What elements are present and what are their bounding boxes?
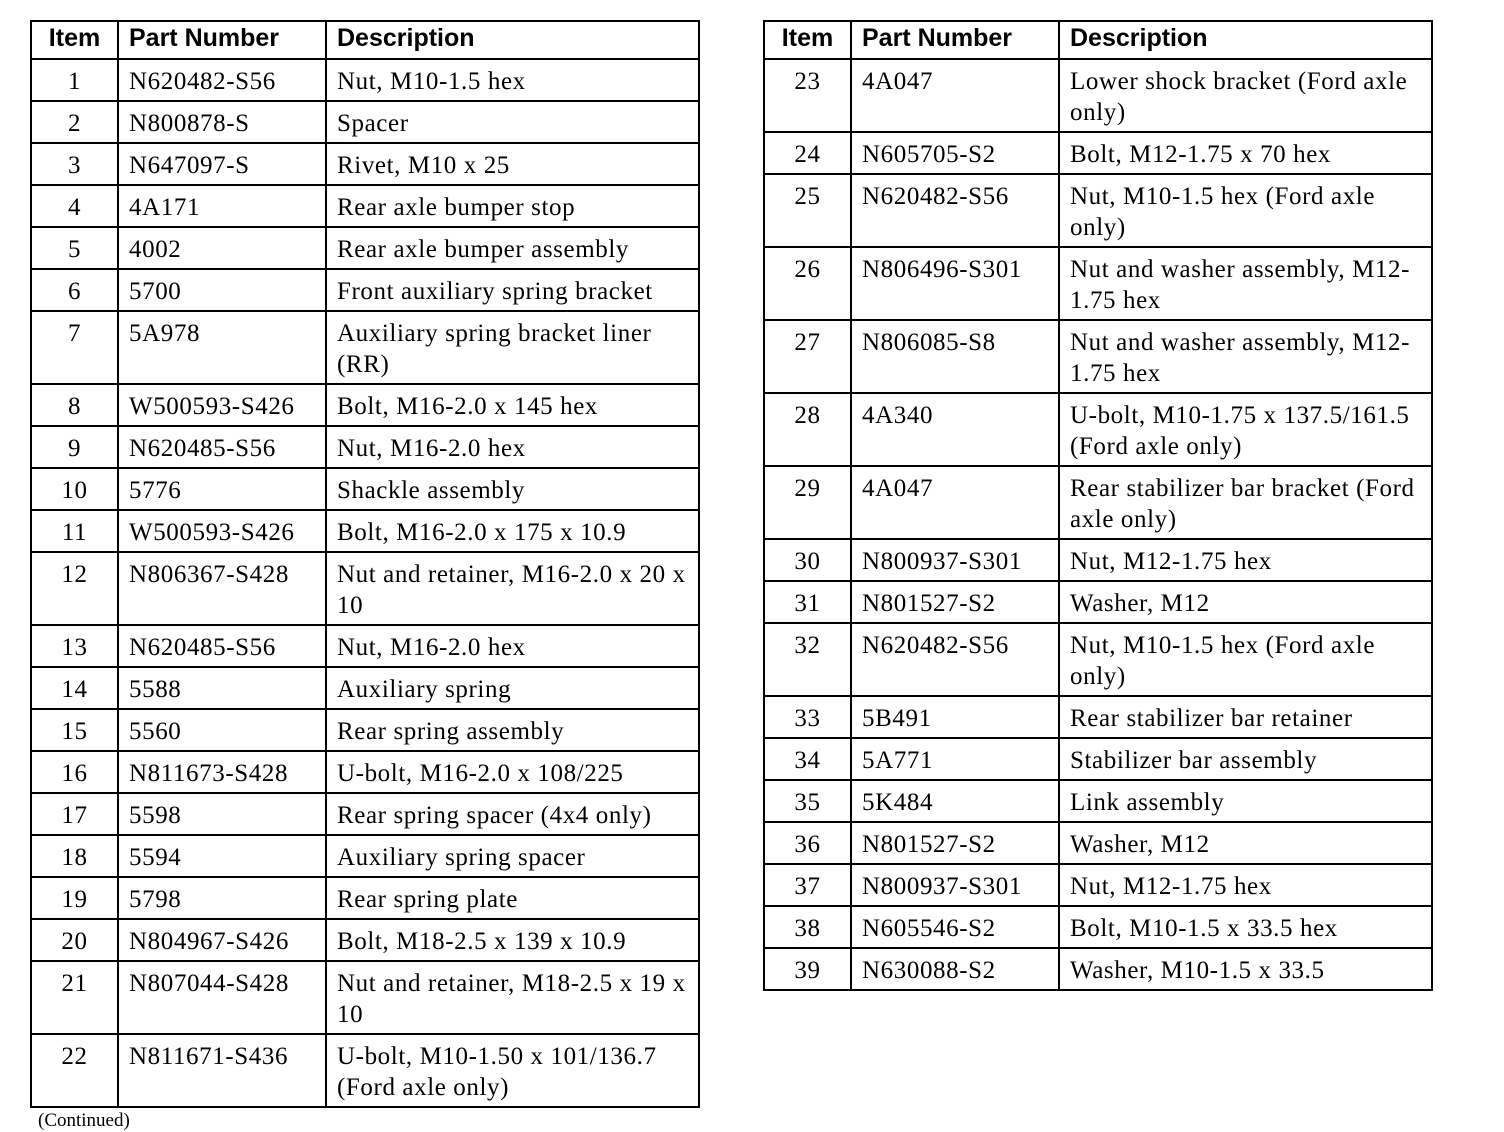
cell-item: 29 bbox=[764, 466, 851, 539]
cell-description: Nut, M10-1.5 hex (Ford axle only) bbox=[1059, 174, 1432, 247]
cell-description: Rear spring assembly bbox=[326, 709, 699, 751]
cell-part-number: N807044-S428 bbox=[118, 961, 326, 1034]
table-row bbox=[31, 961, 699, 1034]
cell-item: 11 bbox=[31, 510, 118, 552]
cell-description: Lower shock bracket (Ford axle only) bbox=[1059, 59, 1432, 132]
cell-part-number: 5798 bbox=[118, 877, 326, 919]
table-row bbox=[31, 751, 699, 793]
cell-part-number: N806496-S301 bbox=[851, 247, 1059, 320]
cell-description: Bolt, M18-2.5 x 139 x 10.9 bbox=[326, 919, 699, 961]
table-row bbox=[764, 822, 1432, 864]
cell-part-number: 5588 bbox=[118, 667, 326, 709]
cell-item: 9 bbox=[31, 426, 118, 468]
parts-table-right bbox=[763, 20, 1433, 991]
cell-item: 38 bbox=[764, 906, 851, 948]
table-row bbox=[31, 384, 699, 426]
header-part-number: Part Number bbox=[851, 21, 1059, 59]
cell-description: Shackle assembly bbox=[326, 468, 699, 510]
cell-item: 34 bbox=[764, 738, 851, 780]
table-row bbox=[31, 835, 699, 877]
cell-description: Nut, M12-1.75 hex bbox=[1059, 864, 1432, 906]
table-row bbox=[31, 793, 699, 835]
table-row bbox=[764, 393, 1432, 466]
header-item: Item bbox=[31, 21, 118, 59]
cell-item: 26 bbox=[764, 247, 851, 320]
table-row bbox=[764, 247, 1432, 320]
cell-part-number: N647097-S bbox=[118, 143, 326, 185]
cell-item: 1 bbox=[31, 59, 118, 101]
cell-part-number: N620485-S56 bbox=[118, 426, 326, 468]
cell-part-number: N605546-S2 bbox=[851, 906, 1059, 948]
cell-part-number: N806085-S8 bbox=[851, 320, 1059, 393]
table-row bbox=[31, 919, 699, 961]
table-row bbox=[764, 320, 1432, 393]
cell-part-number: 5594 bbox=[118, 835, 326, 877]
cell-description: Nut, M12-1.75 hex bbox=[1059, 539, 1432, 581]
table-row bbox=[764, 59, 1432, 132]
cell-description: Auxiliary spring spacer bbox=[326, 835, 699, 877]
cell-item: 30 bbox=[764, 539, 851, 581]
cell-description: Nut, M10-1.5 hex (Ford axle only) bbox=[1059, 623, 1432, 696]
table-row bbox=[31, 625, 699, 667]
cell-item: 23 bbox=[764, 59, 851, 132]
cell-part-number: N804967-S426 bbox=[118, 919, 326, 961]
cell-part-number: N806367-S428 bbox=[118, 552, 326, 625]
cell-item: 25 bbox=[764, 174, 851, 247]
cell-item: 28 bbox=[764, 393, 851, 466]
cell-description: Rivet, M10 x 25 bbox=[326, 143, 699, 185]
table-row bbox=[31, 185, 699, 227]
cell-description: Nut and retainer, M18-2.5 x 19 x 10 bbox=[326, 961, 699, 1034]
cell-part-number: N811671-S436 bbox=[118, 1034, 326, 1107]
cell-item: 14 bbox=[31, 667, 118, 709]
cell-part-number: N620482-S56 bbox=[851, 174, 1059, 247]
table-row bbox=[764, 738, 1432, 780]
cell-part-number: N800937-S301 bbox=[851, 864, 1059, 906]
cell-item: 36 bbox=[764, 822, 851, 864]
table-row bbox=[764, 623, 1432, 696]
cell-part-number: W500593-S426 bbox=[118, 510, 326, 552]
cell-part-number: 5K484 bbox=[851, 780, 1059, 822]
cell-part-number: 5A978 bbox=[118, 311, 326, 384]
cell-description: Spacer bbox=[326, 101, 699, 143]
cell-description: Link assembly bbox=[1059, 780, 1432, 822]
cell-description: Bolt, M12-1.75 x 70 hex bbox=[1059, 132, 1432, 174]
table-row bbox=[764, 581, 1432, 623]
header-part-number: Part Number bbox=[118, 21, 326, 59]
cell-part-number: 4A047 bbox=[851, 59, 1059, 132]
cell-description: Bolt, M16-2.0 x 145 hex bbox=[326, 384, 699, 426]
table-body-left bbox=[31, 59, 699, 1107]
table-row bbox=[764, 132, 1432, 174]
cell-part-number: 4002 bbox=[118, 227, 326, 269]
cell-description: Bolt, M10-1.5 x 33.5 hex bbox=[1059, 906, 1432, 948]
table-row bbox=[31, 59, 699, 101]
header-description: Description bbox=[1059, 21, 1432, 59]
cell-part-number: 5598 bbox=[118, 793, 326, 835]
cell-item: 32 bbox=[764, 623, 851, 696]
table-row bbox=[31, 877, 699, 919]
table-row bbox=[764, 906, 1432, 948]
table-row bbox=[764, 780, 1432, 822]
cell-description: Nut and washer assembly, M12-1.75 hex bbox=[1059, 247, 1432, 320]
table-row bbox=[31, 667, 699, 709]
cell-item: 16 bbox=[31, 751, 118, 793]
cell-item: 35 bbox=[764, 780, 851, 822]
cell-part-number: 5700 bbox=[118, 269, 326, 311]
cell-part-number: N630088-S2 bbox=[851, 948, 1059, 990]
table-row bbox=[764, 948, 1432, 990]
table-row bbox=[31, 709, 699, 751]
table-header-row bbox=[764, 21, 1432, 59]
table-row bbox=[764, 539, 1432, 581]
cell-item: 31 bbox=[764, 581, 851, 623]
cell-description: Rear stabilizer bar bracket (Ford axle only) bbox=[1059, 466, 1432, 539]
table-row bbox=[31, 269, 699, 311]
cell-item: 33 bbox=[764, 696, 851, 738]
cell-part-number: 4A047 bbox=[851, 466, 1059, 539]
cell-part-number: N800878-S bbox=[118, 101, 326, 143]
cell-item: 20 bbox=[31, 919, 118, 961]
cell-item: 7 bbox=[31, 311, 118, 384]
cell-description: Rear spring spacer (4x4 only) bbox=[326, 793, 699, 835]
continued-note: (Continued) bbox=[38, 1110, 130, 1131]
cell-item: 8 bbox=[31, 384, 118, 426]
cell-item: 27 bbox=[764, 320, 851, 393]
table-row bbox=[31, 510, 699, 552]
table-row bbox=[31, 426, 699, 468]
cell-item: 24 bbox=[764, 132, 851, 174]
cell-description: Auxiliary spring bbox=[326, 667, 699, 709]
table-row bbox=[31, 552, 699, 625]
table-header-row bbox=[31, 21, 699, 59]
cell-description: Nut, M16-2.0 hex bbox=[326, 426, 699, 468]
cell-item: 39 bbox=[764, 948, 851, 990]
cell-part-number: 5776 bbox=[118, 468, 326, 510]
cell-part-number: N801527-S2 bbox=[851, 581, 1059, 623]
cell-item: 6 bbox=[31, 269, 118, 311]
cell-description: Nut and retainer, M16-2.0 x 20 x 10 bbox=[326, 552, 699, 625]
cell-item: 12 bbox=[31, 552, 118, 625]
cell-part-number: N800937-S301 bbox=[851, 539, 1059, 581]
table-row bbox=[764, 466, 1432, 539]
cell-item: 10 bbox=[31, 468, 118, 510]
cell-item: 3 bbox=[31, 143, 118, 185]
cell-description: Rear stabilizer bar retainer bbox=[1059, 696, 1432, 738]
cell-description: Nut, M16-2.0 hex bbox=[326, 625, 699, 667]
cell-part-number: 5B491 bbox=[851, 696, 1059, 738]
cell-description: Nut, M10-1.5 hex bbox=[326, 59, 699, 101]
cell-item: 22 bbox=[31, 1034, 118, 1107]
cell-part-number: N605705-S2 bbox=[851, 132, 1059, 174]
table-row bbox=[31, 227, 699, 269]
cell-description: Rear axle bumper stop bbox=[326, 185, 699, 227]
cell-description: Stabilizer bar assembly bbox=[1059, 738, 1432, 780]
table-row bbox=[31, 311, 699, 384]
cell-part-number: 4A340 bbox=[851, 393, 1059, 466]
cell-part-number: W500593-S426 bbox=[118, 384, 326, 426]
cell-description: Auxiliary spring bracket liner (RR) bbox=[326, 311, 699, 384]
cell-item: 2 bbox=[31, 101, 118, 143]
cell-description: Rear spring plate bbox=[326, 877, 699, 919]
cell-part-number: N620482-S56 bbox=[118, 59, 326, 101]
header-item: Item bbox=[764, 21, 851, 59]
cell-part-number: N620482-S56 bbox=[851, 623, 1059, 696]
cell-description: Nut and washer assembly, M12-1.75 hex bbox=[1059, 320, 1432, 393]
cell-part-number: N801527-S2 bbox=[851, 822, 1059, 864]
cell-description: Front auxiliary spring bracket bbox=[326, 269, 699, 311]
table-row bbox=[764, 696, 1432, 738]
cell-item: 13 bbox=[31, 625, 118, 667]
table-body-right bbox=[764, 59, 1432, 990]
cell-description: U-bolt, M10-1.75 x 137.5/161.5 (Ford axle only) bbox=[1059, 393, 1432, 466]
cell-description: U-bolt, M16-2.0 x 108/225 bbox=[326, 751, 699, 793]
cell-description: U-bolt, M10-1.50 x 101/136.7 (Ford axle only) bbox=[326, 1034, 699, 1107]
table-row bbox=[31, 1034, 699, 1107]
table-row bbox=[764, 864, 1432, 906]
cell-part-number: 4A171 bbox=[118, 185, 326, 227]
cell-part-number: 5A771 bbox=[851, 738, 1059, 780]
table-row bbox=[764, 174, 1432, 247]
cell-item: 15 bbox=[31, 709, 118, 751]
cell-part-number: 5560 bbox=[118, 709, 326, 751]
cell-description: Bolt, M16-2.0 x 175 x 10.9 bbox=[326, 510, 699, 552]
cell-description: Washer, M12 bbox=[1059, 822, 1432, 864]
cell-item: 4 bbox=[31, 185, 118, 227]
cell-part-number: N620485-S56 bbox=[118, 625, 326, 667]
cell-description: Rear axle bumper assembly bbox=[326, 227, 699, 269]
cell-item: 37 bbox=[764, 864, 851, 906]
cell-description: Washer, M10-1.5 x 33.5 bbox=[1059, 948, 1432, 990]
table-row bbox=[31, 143, 699, 185]
parts-table-left bbox=[30, 20, 700, 1108]
cell-item: 17 bbox=[31, 793, 118, 835]
cell-item: 5 bbox=[31, 227, 118, 269]
cell-part-number: N811673-S428 bbox=[118, 751, 326, 793]
cell-item: 18 bbox=[31, 835, 118, 877]
cell-item: 19 bbox=[31, 877, 118, 919]
cell-description: Washer, M12 bbox=[1059, 581, 1432, 623]
table-row bbox=[31, 101, 699, 143]
cell-item: 21 bbox=[31, 961, 118, 1034]
header-description: Description bbox=[326, 21, 699, 59]
table-row bbox=[31, 468, 699, 510]
